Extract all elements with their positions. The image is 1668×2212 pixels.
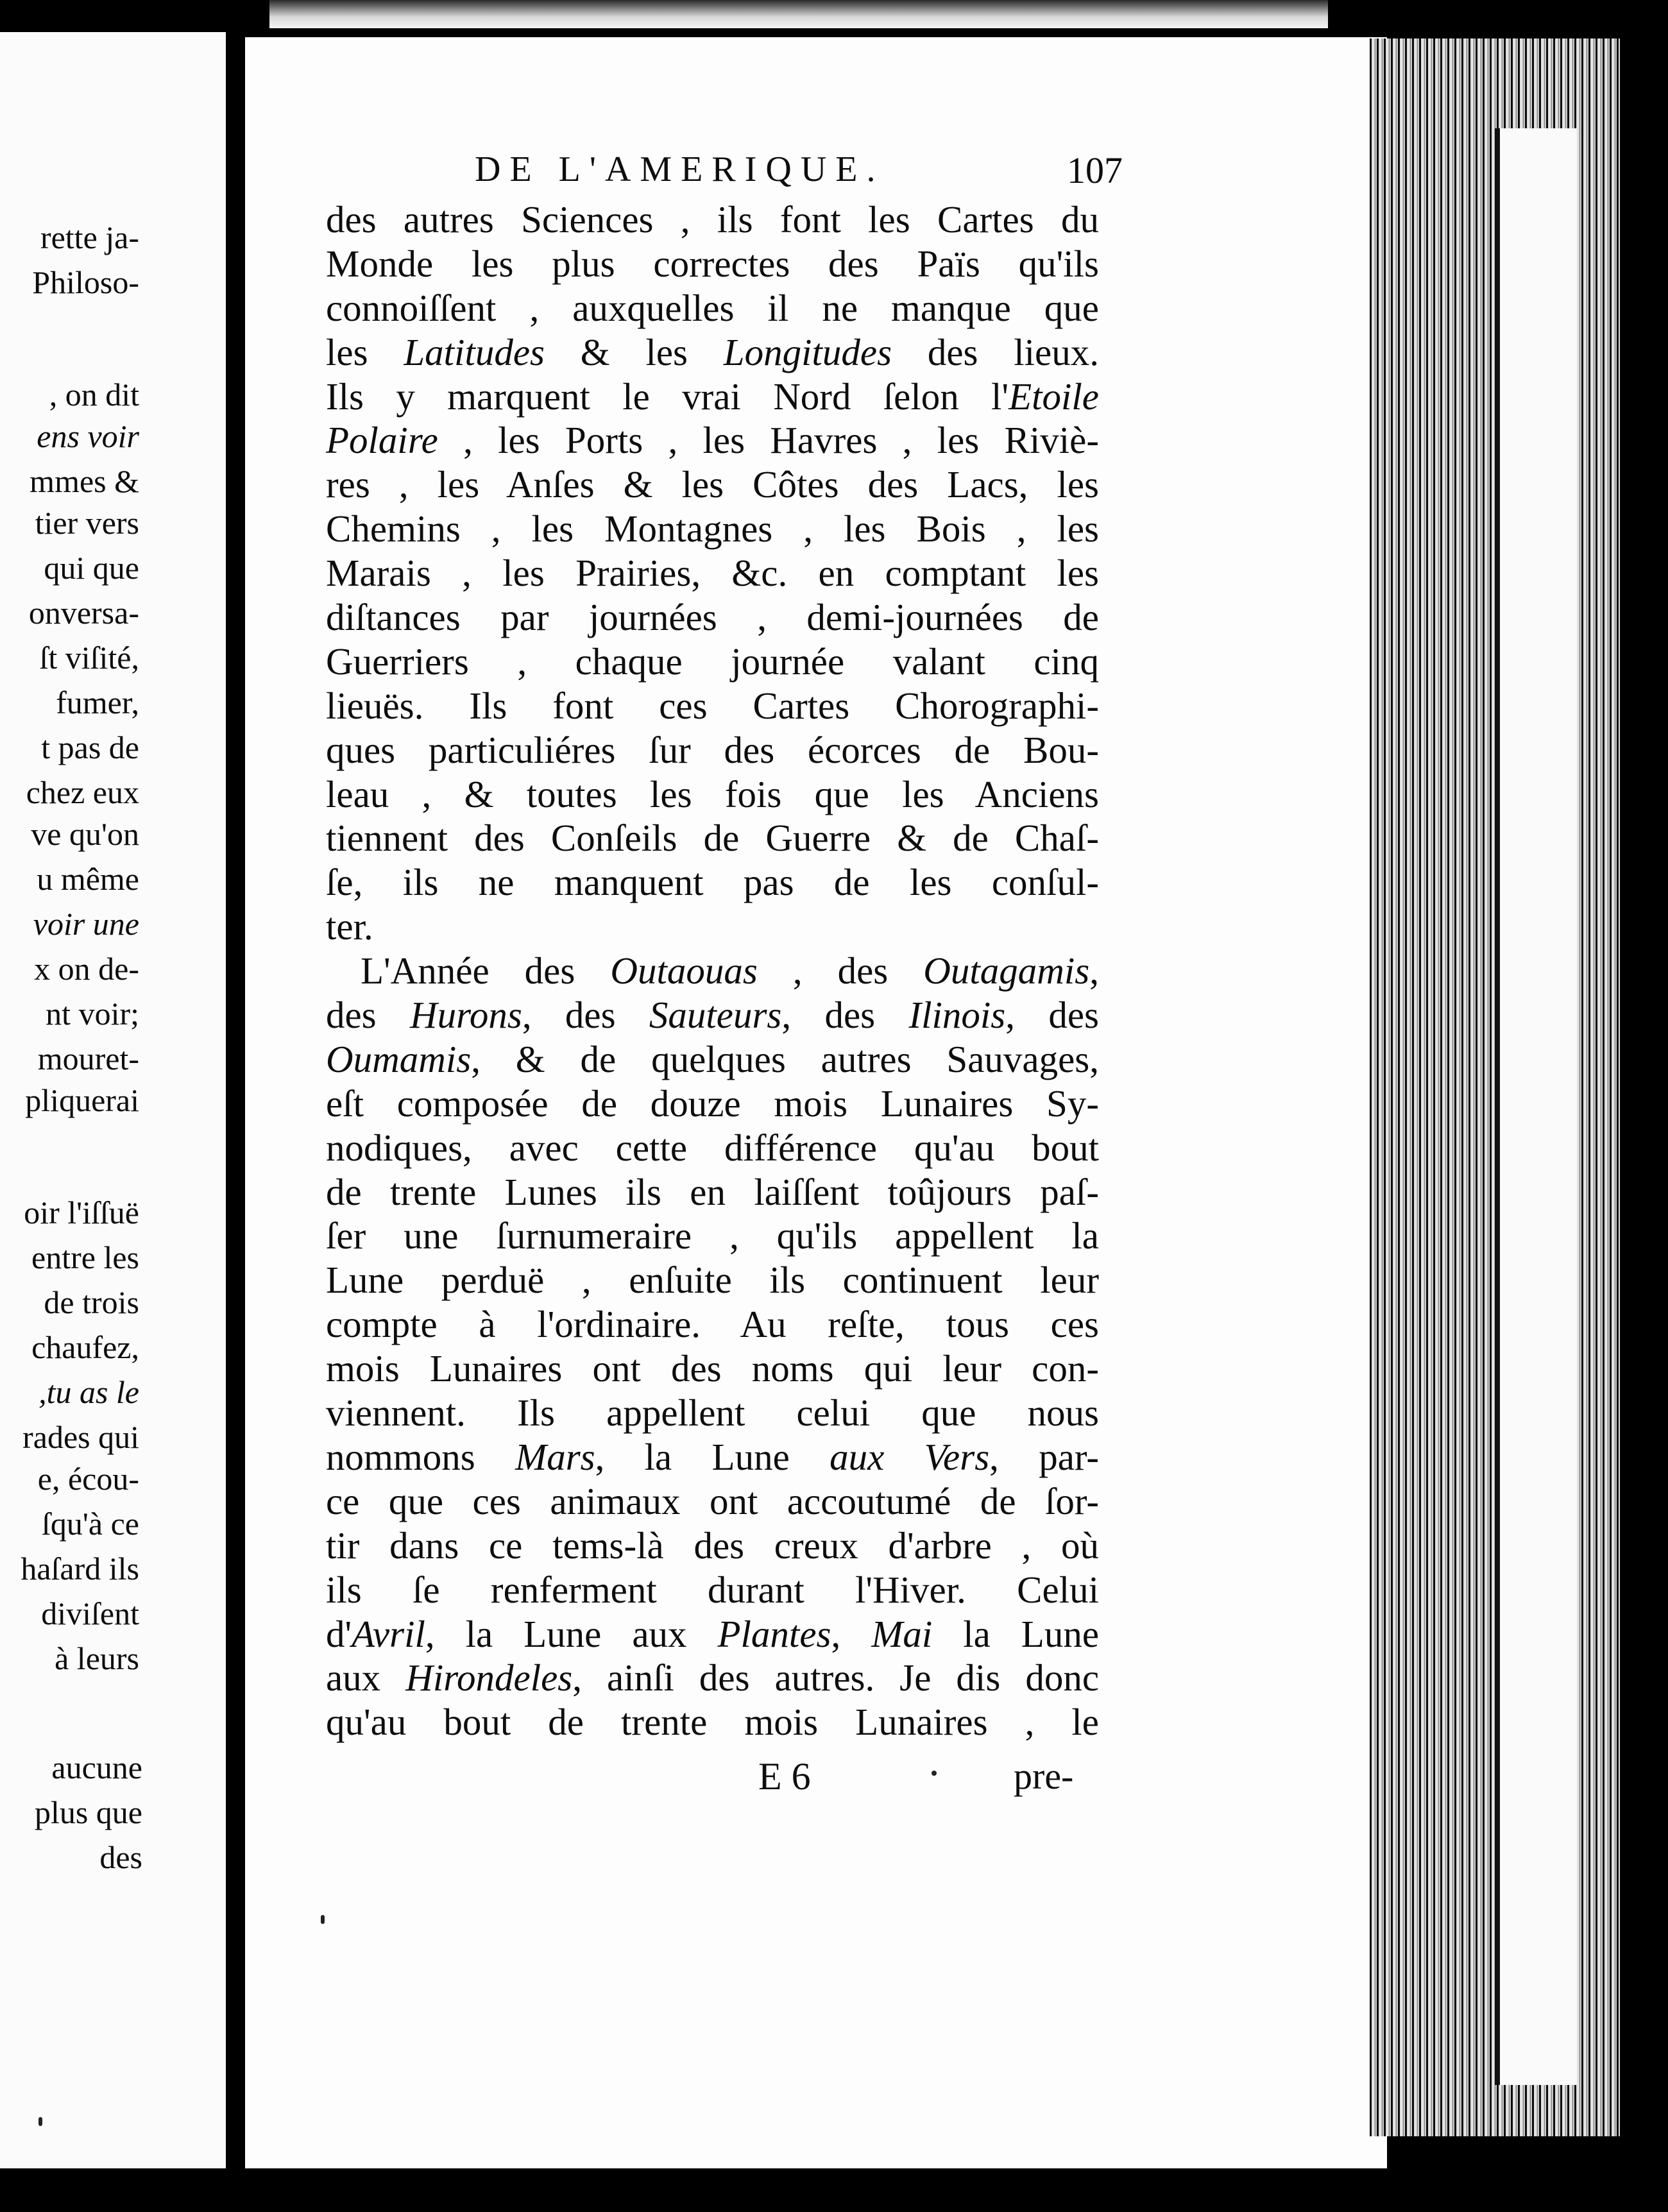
ink-speck bbox=[38, 2117, 42, 2126]
signature-mark: E 6 bbox=[758, 1755, 811, 1798]
text-line bbox=[326, 905, 1099, 949]
text-line bbox=[326, 1037, 1099, 1082]
left-page-line: oir l'iſſuë bbox=[24, 1195, 139, 1230]
text-run: & les bbox=[544, 330, 724, 373]
italic-term: Hirondeles bbox=[405, 1656, 573, 1699]
left-page-line: , on dit bbox=[49, 377, 139, 413]
text-run: , la Lune bbox=[595, 1435, 830, 1478]
italic-term: Longitudes bbox=[723, 330, 892, 373]
text-run: nodiques, avec cette différence qu'au bout bbox=[326, 1126, 1099, 1169]
text-line bbox=[326, 507, 1099, 551]
left-page-line: de trois bbox=[44, 1284, 139, 1320]
italic-term: Oumamis bbox=[326, 1037, 472, 1080]
left-page-line: qui que bbox=[44, 550, 139, 586]
text-run: ſer une ſurnumeraire , qu'ils appellent la bbox=[326, 1214, 1099, 1257]
left-page-line: e, écou- bbox=[37, 1461, 139, 1497]
running-title: DE L'AMERIQUE. bbox=[475, 149, 885, 189]
text-run: Monde les plus correctes des Païs qu'ils bbox=[326, 242, 1099, 285]
text-line bbox=[326, 949, 1099, 993]
text-run: , & de quelques autres Sauvages, bbox=[471, 1037, 1099, 1080]
page-edge-inner bbox=[1495, 128, 1577, 2085]
text-line bbox=[326, 1612, 1099, 1656]
left-page-line: ,tu as le bbox=[38, 1374, 139, 1410]
text-line bbox=[326, 1435, 1099, 1479]
text-run: aux bbox=[326, 1656, 406, 1699]
text-run: L'Année des bbox=[361, 949, 611, 992]
text-line bbox=[326, 684, 1099, 728]
text-run: Guerriers , chaque journée valant cinq bbox=[326, 640, 1099, 683]
text-run: les bbox=[326, 330, 404, 373]
text-run: , par- bbox=[989, 1435, 1099, 1478]
text-run: ſe, ils ne manquent pas de les conſul- bbox=[326, 861, 1099, 904]
left-page-line: entre les bbox=[31, 1239, 139, 1275]
text-run: qu'au bout de trente mois Lunaires , le bbox=[326, 1701, 1099, 1744]
text-run: connoiſſent , auxquelles il ne manque que bbox=[326, 286, 1099, 329]
text-run: tir dans ce tems-là des creux d'arbre , où bbox=[326, 1524, 1099, 1567]
text-line bbox=[326, 1302, 1099, 1347]
left-page-line: rette ja- bbox=[40, 219, 139, 255]
text-line bbox=[326, 1347, 1099, 1391]
scan-border-right bbox=[1620, 0, 1668, 2212]
book-top-edge bbox=[269, 0, 1328, 28]
italic-term: Hurons bbox=[409, 994, 522, 1037]
text-run: , des bbox=[781, 994, 909, 1037]
text-line bbox=[326, 551, 1099, 595]
text-run: la Lune bbox=[932, 1612, 1100, 1655]
left-page-line: t pas de bbox=[41, 729, 139, 765]
left-page-line: à leurs bbox=[55, 1640, 139, 1676]
text-run: diſtances par journées , demi-journées de bbox=[326, 596, 1099, 639]
text-run: des autres Sciences , ils font les Cartes du bbox=[326, 198, 1099, 241]
text-line bbox=[326, 330, 1099, 375]
text-line bbox=[326, 816, 1099, 860]
text-line bbox=[326, 198, 1099, 242]
italic-term: Polaire bbox=[326, 419, 438, 462]
text-run: des lieux. bbox=[892, 330, 1099, 373]
text-run: nommons bbox=[326, 1435, 516, 1478]
text-run: Marais , les Prairies, &c. en comptant les bbox=[326, 552, 1099, 595]
text-run: lieuës. Ils font ces Cartes Chorographi- bbox=[326, 684, 1099, 727]
text-run: , la Lune aux bbox=[425, 1612, 718, 1655]
text-run: , des bbox=[522, 994, 649, 1037]
text-line bbox=[326, 1568, 1099, 1612]
text-line bbox=[326, 242, 1099, 286]
left-page-line: rades qui bbox=[22, 1419, 139, 1455]
left-page bbox=[0, 32, 226, 2175]
book-gutter bbox=[226, 0, 245, 2212]
left-page-line: u même bbox=[37, 861, 139, 897]
text-run: res , les Anſes & les Côtes des Lacs, les bbox=[326, 463, 1099, 506]
text-line bbox=[326, 860, 1099, 905]
text-line bbox=[326, 1214, 1099, 1258]
text-line bbox=[326, 1479, 1099, 1524]
text-line bbox=[326, 1656, 1099, 1700]
text-run: eſt composée de douze mois Lunaires Sy- bbox=[326, 1082, 1099, 1125]
text-run: , bbox=[831, 1612, 872, 1655]
italic-term: Etoile bbox=[1008, 375, 1099, 418]
text-line bbox=[326, 1170, 1099, 1214]
text-line bbox=[326, 463, 1099, 507]
text-run: ce que ces animaux ont accoutumé de ſor- bbox=[326, 1479, 1099, 1522]
text-line bbox=[326, 375, 1099, 419]
italic-term: Outaouas bbox=[610, 949, 758, 992]
catchword: pre- bbox=[1014, 1755, 1074, 1797]
left-page-line: pliquerai bbox=[25, 1082, 139, 1118]
left-page-line: ens voir bbox=[37, 418, 139, 454]
italic-term: Mai bbox=[871, 1612, 933, 1655]
text-line bbox=[326, 993, 1099, 1037]
left-page-line: mouret- bbox=[37, 1041, 139, 1076]
body-text bbox=[326, 198, 1099, 1744]
left-page-line: chaufez, bbox=[31, 1329, 139, 1365]
left-page-line: des bbox=[99, 1839, 142, 1875]
text-run: des bbox=[326, 994, 410, 1037]
page-number: 107 bbox=[1067, 149, 1123, 191]
text-line bbox=[326, 286, 1099, 330]
ink-dot bbox=[932, 1771, 937, 1776]
text-line bbox=[326, 728, 1099, 772]
italic-term: Latitudes bbox=[404, 330, 545, 373]
left-page-line: diviſent bbox=[41, 1595, 139, 1631]
text-run: leau , & toutes les fois que les Anciens bbox=[326, 772, 1099, 815]
left-page-line: voir une bbox=[33, 906, 139, 942]
text-run: Lune perduë , enſuite ils continuent leur bbox=[326, 1259, 1099, 1302]
left-page-line: haſard ils bbox=[21, 1551, 139, 1587]
text-line bbox=[326, 595, 1099, 640]
left-page-line: nt voir; bbox=[46, 996, 139, 1032]
scan-border-bottom bbox=[0, 2168, 1668, 2212]
text-run: tiennent des Conſeils de Guerre & de Chaſ- bbox=[326, 817, 1099, 860]
italic-term: Avril bbox=[352, 1612, 425, 1655]
italic-term: Outagamis bbox=[923, 949, 1090, 992]
left-page-line: x on de- bbox=[34, 951, 139, 987]
text-line bbox=[326, 1082, 1099, 1126]
left-page-line: mmes & bbox=[30, 463, 139, 499]
italic-term: Plantes bbox=[717, 1612, 831, 1655]
text-run: Ils y marquent le vrai Nord ſelon l' bbox=[326, 375, 1009, 418]
text-run: ques particuliéres ſur des écorces de Bou- bbox=[326, 728, 1099, 771]
text-run: d' bbox=[326, 1612, 352, 1655]
text-run: viennent. Ils appellent celui que nous bbox=[326, 1391, 1099, 1434]
text-run: , des bbox=[1005, 994, 1099, 1037]
left-page-line: plus que bbox=[34, 1794, 142, 1830]
italic-term: aux Vers bbox=[830, 1435, 990, 1478]
text-run: mois Lunaires ont des noms qui leur con- bbox=[326, 1347, 1099, 1390]
text-run: compte à l'ordinaire. Au reſte, tous ces bbox=[326, 1303, 1099, 1346]
italic-term: Sauteurs bbox=[649, 994, 782, 1037]
text-line bbox=[326, 418, 1099, 463]
left-page-line: fumer, bbox=[56, 685, 139, 720]
text-run: ils ſe renferment durant l'Hiver. Celui bbox=[326, 1568, 1099, 1611]
text-run: de trente Lunes ils en laiſſent toûjours paſ- bbox=[326, 1170, 1099, 1213]
text-line bbox=[326, 1126, 1099, 1170]
left-page-line: tier vers bbox=[35, 505, 139, 541]
left-page-line: ſt viſité, bbox=[39, 640, 139, 676]
text-run: , les Ports , les Havres , les Riviè- bbox=[438, 419, 1099, 462]
left-page-line: Philoso- bbox=[32, 264, 139, 300]
text-run: , ainſi des autres. Je dis donc bbox=[572, 1656, 1100, 1699]
text-run: , bbox=[1089, 949, 1099, 992]
text-line bbox=[326, 640, 1099, 684]
text-run: Chemins , les Montagnes , les Bois , les bbox=[326, 507, 1099, 550]
ink-speck bbox=[321, 1915, 325, 1924]
italic-term: Ilinois bbox=[908, 994, 1006, 1037]
left-page-line: ve qu'on bbox=[31, 816, 139, 852]
text-line bbox=[326, 1524, 1099, 1568]
left-page-line: chez eux bbox=[26, 774, 139, 810]
text-line bbox=[326, 1258, 1099, 1302]
running-header bbox=[475, 149, 1123, 194]
text-line bbox=[326, 772, 1099, 817]
left-page-line: ſqu'à ce bbox=[42, 1506, 139, 1542]
italic-term: Mars bbox=[515, 1435, 595, 1478]
text-line bbox=[326, 1391, 1099, 1435]
text-run: , des bbox=[757, 949, 924, 992]
left-page-line: aucune bbox=[51, 1749, 142, 1785]
text-line bbox=[326, 1700, 1099, 1744]
left-page-line: onversa- bbox=[28, 595, 139, 631]
text-run: ter. bbox=[326, 905, 373, 948]
